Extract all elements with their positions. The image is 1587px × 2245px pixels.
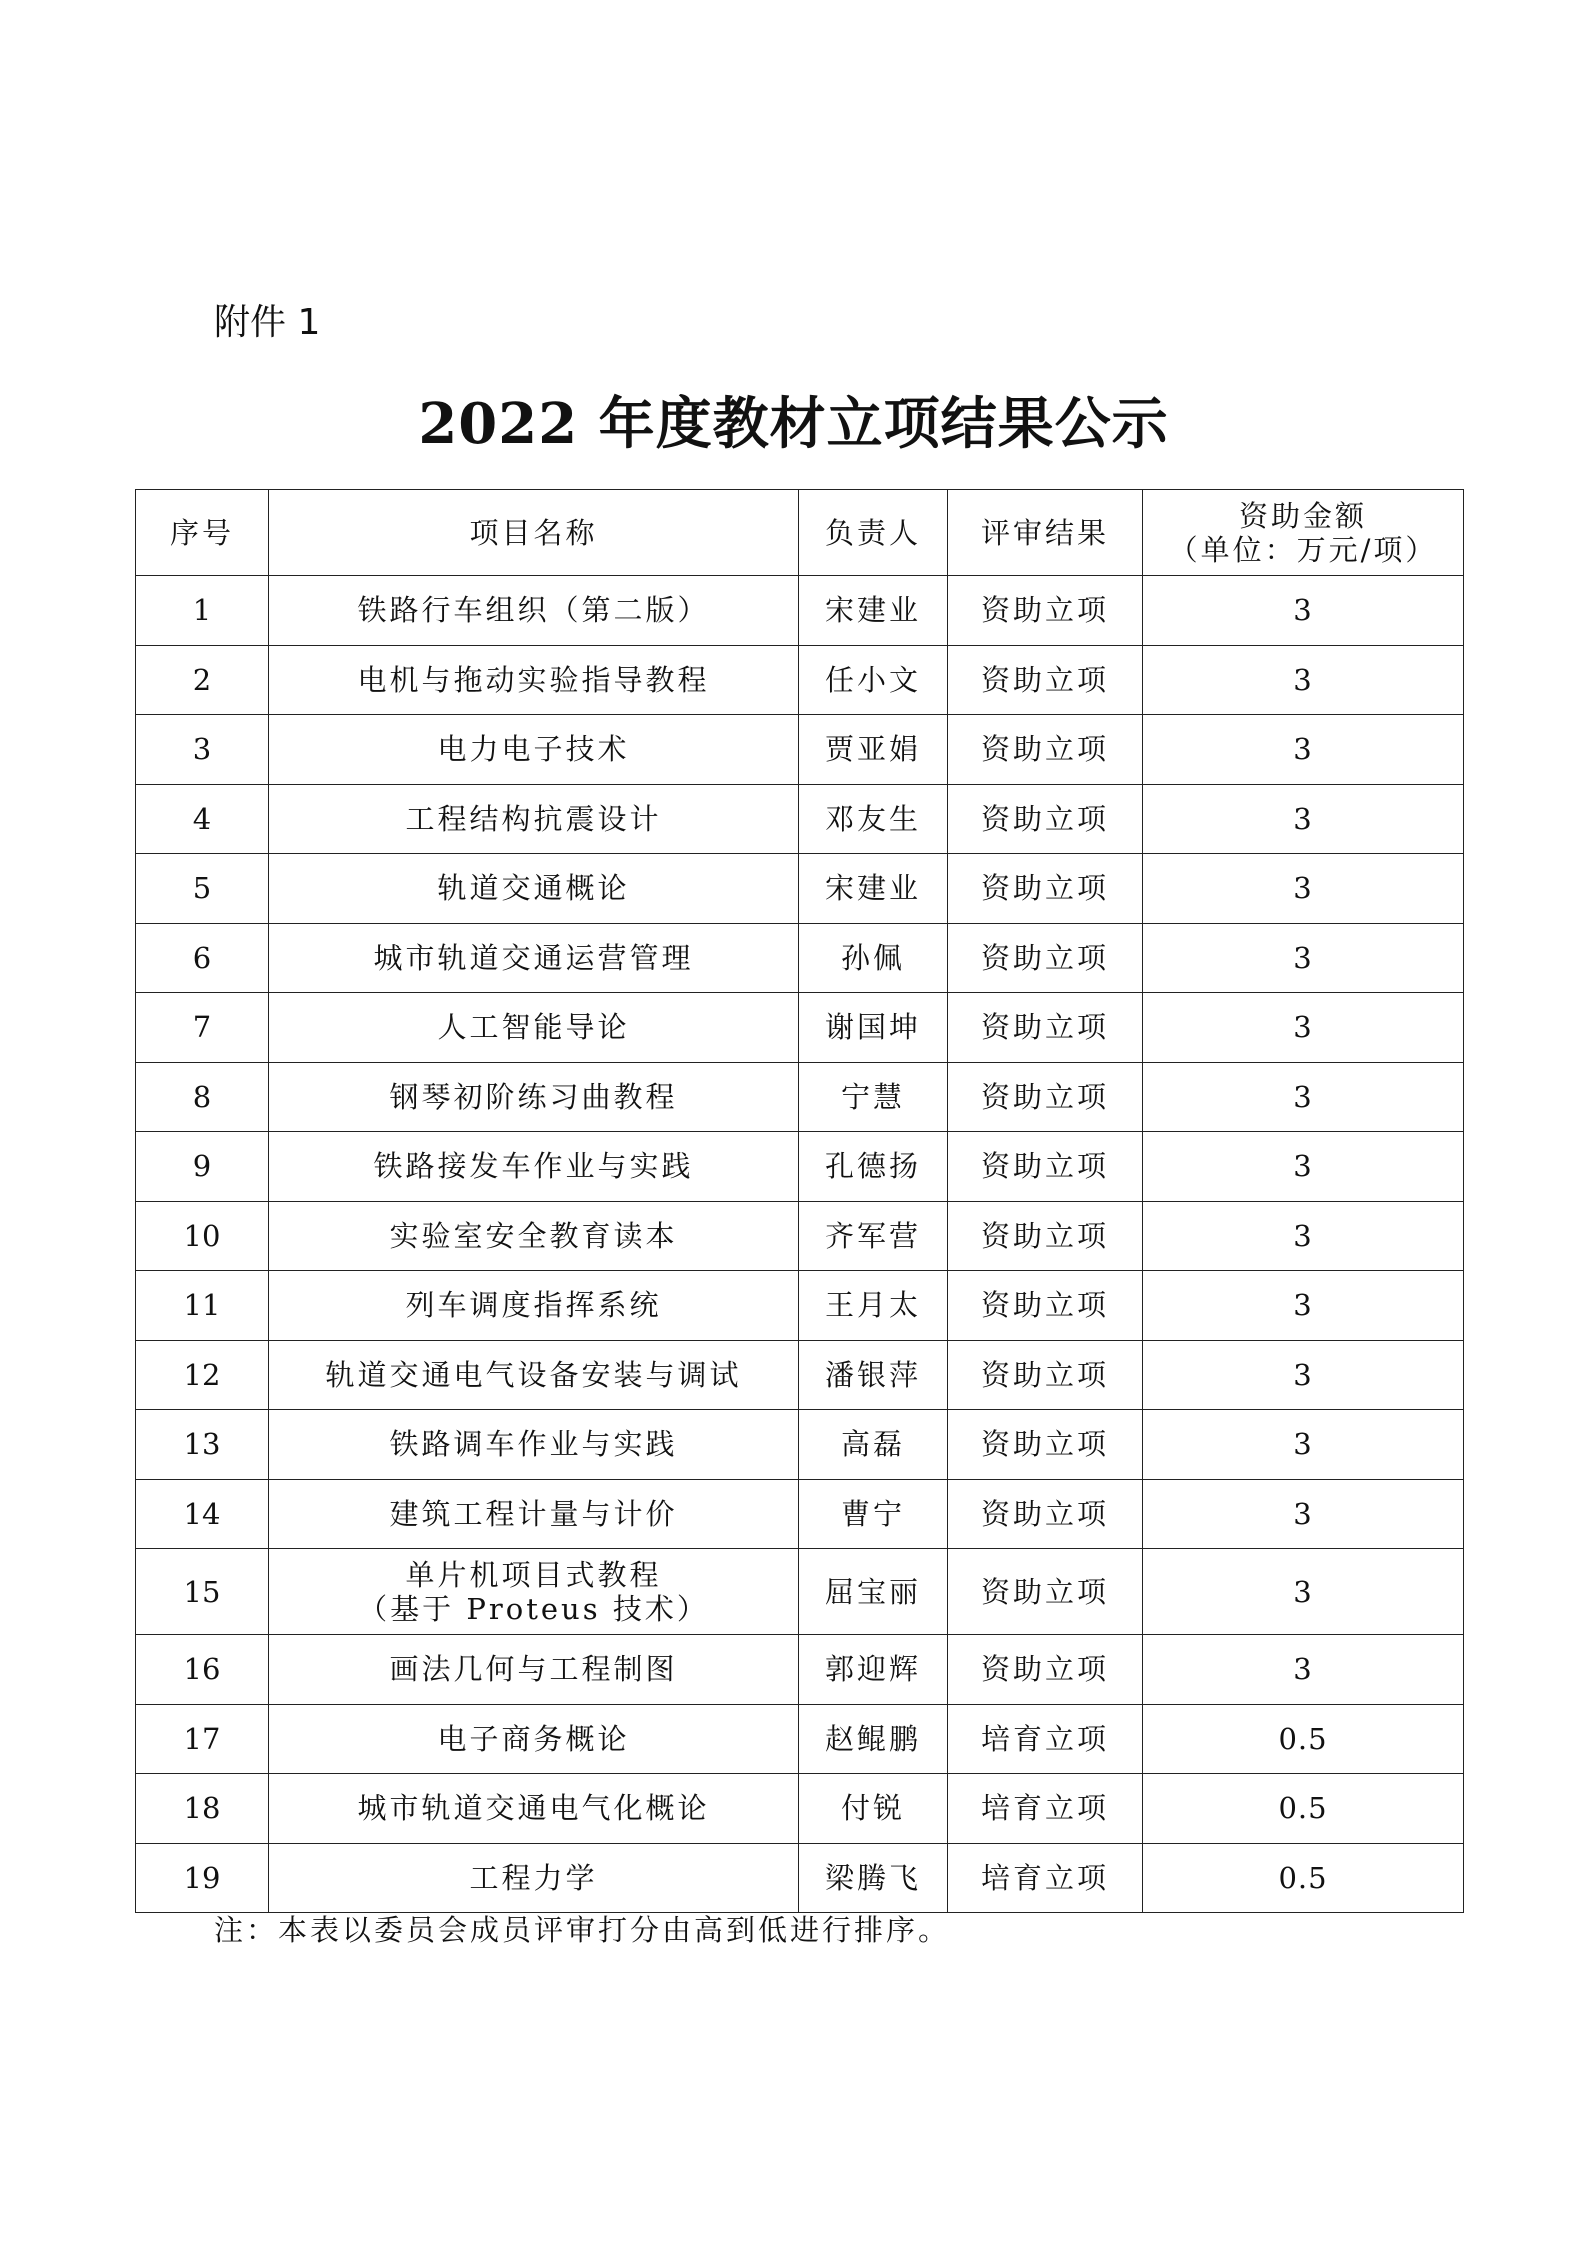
row-project-name: 建筑工程计量与计价: [269, 1479, 799, 1549]
row-amount: 3: [1143, 1479, 1464, 1549]
table-footnote: 注：本表以委员会成员评审打分由高到低进行排序。: [214, 1913, 951, 1947]
row-index: 3: [136, 715, 269, 785]
row-leader: 宋建业: [799, 854, 948, 924]
row-project-name: 人工智能导论: [269, 993, 799, 1063]
table-row: [136, 645, 1464, 715]
table-row: [136, 993, 1464, 1063]
row-amount: 3: [1143, 784, 1464, 854]
row-result: 资助立项: [948, 1479, 1143, 1549]
row-leader: 齐军营: [799, 1201, 948, 1271]
table-row: [136, 1410, 1464, 1480]
table-row: [136, 576, 1464, 646]
row-result: 资助立项: [948, 1549, 1143, 1635]
row-project-name: 工程力学: [269, 1843, 799, 1913]
row-leader: 谢国坤: [799, 993, 948, 1063]
row-result: 资助立项: [948, 1201, 1143, 1271]
row-leader: 王月太: [799, 1271, 948, 1341]
row-amount: 3: [1143, 1201, 1464, 1271]
row-project-name: 铁路接发车作业与实践: [269, 1132, 799, 1202]
row-index: 5: [136, 854, 269, 924]
row-amount: 3: [1143, 854, 1464, 924]
table-row: [136, 1549, 1464, 1635]
row-leader: 孙佩: [799, 923, 948, 993]
row-leader: 任小文: [799, 645, 948, 715]
row-leader: 孔德扬: [799, 1132, 948, 1202]
row-amount: 3: [1143, 715, 1464, 785]
row-index: 6: [136, 923, 269, 993]
row-index: 10: [136, 1201, 269, 1271]
row-amount: 3: [1143, 1062, 1464, 1132]
row-amount: 3: [1143, 645, 1464, 715]
row-index: 16: [136, 1635, 269, 1705]
row-amount: 0.5: [1143, 1843, 1464, 1913]
table-row: [136, 715, 1464, 785]
table-row: [136, 923, 1464, 993]
row-leader: 梁腾飞: [799, 1843, 948, 1913]
row-project-name: 电子商务概论: [269, 1704, 799, 1774]
row-result: 培育立项: [948, 1843, 1143, 1913]
row-leader: 潘银萍: [799, 1340, 948, 1410]
table-row: [136, 1132, 1464, 1202]
row-index: 4: [136, 784, 269, 854]
row-project-name: 城市轨道交通运营管理: [269, 923, 799, 993]
row-project-name: 城市轨道交通电气化概论: [269, 1774, 799, 1844]
table-row: [136, 1635, 1464, 1705]
row-leader: 高磊: [799, 1410, 948, 1480]
row-project-name: 工程结构抗震设计: [269, 784, 799, 854]
row-project-name: 铁路调车作业与实践: [269, 1410, 799, 1480]
row-leader: 赵鲲鹏: [799, 1704, 948, 1774]
row-amount: 3: [1143, 1132, 1464, 1202]
row-amount: 3: [1143, 1340, 1464, 1410]
table-row: [136, 1271, 1464, 1341]
header-result: 评审结果: [948, 490, 1143, 576]
row-amount: 3: [1143, 1635, 1464, 1705]
row-amount: 3: [1143, 1410, 1464, 1480]
table-header-row: [136, 490, 1464, 576]
header-amount-unit: （单位：万元/项）: [1168, 532, 1438, 567]
header-amount-label: 资助金额: [1238, 498, 1367, 533]
row-leader: 邓友生: [799, 784, 948, 854]
row-leader: 宁慧: [799, 1062, 948, 1132]
row-project-name: 钢琴初阶练习曲教程: [269, 1062, 799, 1132]
row-leader: 郭迎辉: [799, 1635, 948, 1705]
row-result: 资助立项: [948, 1635, 1143, 1705]
row-result: 培育立项: [948, 1704, 1143, 1774]
row-index: 13: [136, 1410, 269, 1480]
row-project-name: 实验室安全教育读本: [269, 1201, 799, 1271]
row-amount: 3: [1143, 576, 1464, 646]
row-index: 11: [136, 1271, 269, 1341]
row-leader: 宋建业: [799, 576, 948, 646]
row-index: 9: [136, 1132, 269, 1202]
row-project-name: 电机与拖动实验指导教程: [269, 645, 799, 715]
table-row: [136, 1201, 1464, 1271]
row-result: 资助立项: [948, 993, 1143, 1063]
row-index: 2: [136, 645, 269, 715]
results-table: [135, 489, 1464, 1913]
attachment-label: 附件 1: [214, 302, 321, 343]
row-project-name-line1: 单片机项目式教程: [405, 1557, 662, 1592]
row-result: 培育立项: [948, 1774, 1143, 1844]
row-amount: 0.5: [1143, 1704, 1464, 1774]
row-index: 1: [136, 576, 269, 646]
row-project-name: 列车调度指挥系统: [269, 1271, 799, 1341]
row-result: 资助立项: [948, 1132, 1143, 1202]
row-index: 12: [136, 1340, 269, 1410]
table-row: [136, 1062, 1464, 1132]
row-amount: 3: [1143, 923, 1464, 993]
row-index: 17: [136, 1704, 269, 1774]
row-project-name: 铁路行车组织（第二版）: [269, 576, 799, 646]
table-row: [136, 1774, 1464, 1844]
row-leader: 屈宝丽: [799, 1549, 948, 1635]
row-index: 7: [136, 993, 269, 1063]
row-result: 资助立项: [948, 576, 1143, 646]
row-project-name: 画法几何与工程制图: [269, 1635, 799, 1705]
table-row: [136, 854, 1464, 924]
row-amount: 3: [1143, 1271, 1464, 1341]
header-project-name: 项目名称: [269, 490, 799, 576]
row-project-name: 轨道交通概论: [269, 854, 799, 924]
row-index: 18: [136, 1774, 269, 1844]
row-project-name: 轨道交通电气设备安装与调试: [269, 1340, 799, 1410]
row-amount: 0.5: [1143, 1774, 1464, 1844]
row-leader: 付锐: [799, 1774, 948, 1844]
row-result: 资助立项: [948, 1340, 1143, 1410]
table-row: [136, 1479, 1464, 1549]
row-result: 资助立项: [948, 784, 1143, 854]
row-index: 15: [136, 1549, 269, 1635]
row-project-name: [269, 1549, 799, 1635]
row-result: 资助立项: [948, 854, 1143, 924]
row-index: 19: [136, 1843, 269, 1913]
row-amount: 3: [1143, 993, 1464, 1063]
row-project-name: 电力电子技术: [269, 715, 799, 785]
row-result: 资助立项: [948, 715, 1143, 785]
header-amount: [1143, 490, 1464, 576]
row-result: 资助立项: [948, 1062, 1143, 1132]
row-amount: 3: [1143, 1549, 1464, 1635]
page-title: 2022 年度教材立项结果公示: [418, 391, 1169, 457]
table-row: [136, 784, 1464, 854]
table-row: [136, 1704, 1464, 1774]
header-leader: 负责人: [799, 490, 948, 576]
row-index: 14: [136, 1479, 269, 1549]
table-row: [136, 1843, 1464, 1913]
row-leader: 贾亚娟: [799, 715, 948, 785]
row-result: 资助立项: [948, 645, 1143, 715]
row-result: 资助立项: [948, 1410, 1143, 1480]
header-index: 序号: [136, 490, 269, 576]
row-project-name-line2: （基于 Proteus 技术）: [358, 1591, 709, 1626]
row-leader: 曹宁: [799, 1479, 948, 1549]
table-row: [136, 1340, 1464, 1410]
row-result: 资助立项: [948, 923, 1143, 993]
row-result: 资助立项: [948, 1271, 1143, 1341]
row-index: 8: [136, 1062, 269, 1132]
